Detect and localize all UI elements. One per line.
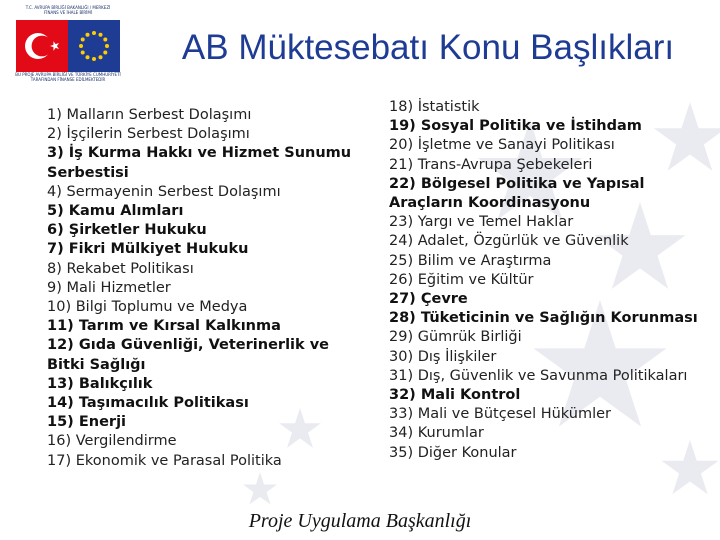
chapter-item: 34) Kurumlar — [389, 425, 484, 442]
chapter-item: 23) Yargı ve Temel Haklar — [389, 214, 574, 231]
chapter-item: 19) Sosyal Politika ve İstihdam — [389, 118, 642, 135]
chapter-item: 21) Trans-Avrupa Şebekeleri — [389, 156, 593, 173]
chapter-list-left — [47, 106, 367, 471]
chapter-item: 26) Eğitim ve Kültür — [389, 271, 534, 288]
chapter-item: 10) Bilgi Toplumu ve Medya — [47, 299, 248, 316]
chapter-item: 14) Taşımacılık Politikası — [47, 395, 249, 412]
chapter-item: 2) İşçilerin Serbest Dolaşımı — [47, 126, 250, 143]
logo-bottom-text: BU PROJE AVRUPA BİRLİĞİ VE TÜRKİYE CUMHURİYETİ TARAFINDAN FİNANSE EDİLMEKTEDİR — [15, 72, 121, 82]
eu-flag-field — [68, 20, 120, 72]
chapter-item: 18) İstatistik — [389, 99, 480, 115]
chapter-item: 32) Mali Kontrol — [389, 387, 521, 404]
footer-organization: Proje Uygulama Başkanlığı — [248, 510, 472, 532]
chapter-item: 4) Sermayenin Serbest Dolaşımı — [47, 183, 281, 200]
chapter-item: 33) Mali ve Bütçesel Hükümler — [389, 406, 611, 423]
chapter-item: 11) Tarım ve Kırsal Kalkınma — [47, 318, 281, 335]
chapter-item: 30) Dış İlişkiler — [389, 348, 497, 365]
chapter-item: 17) Ekonomik ve Parasal Politika — [47, 452, 282, 469]
crescent-inner — [32, 36, 53, 57]
page-title: AB Müktesebatı Konu Başlıkları — [181, 28, 675, 67]
chapter-item: 22) Bölgesel Politika ve Yapısal Araçların Koordinasyonu — [389, 175, 645, 212]
chapter-item: 28) Tüketicinin ve Sağlığın Korunması — [389, 310, 698, 327]
chapter-item: 24) Adalet, Özgürlük ve Güvenlik — [389, 233, 629, 250]
chapter-item: 27) Çevre — [389, 291, 468, 308]
logo-top-text: T.C. AVRUPA BİRLİĞİ BAKANLIĞI / MERKEZİ FİNANS VE İHALE BİRİMİ — [25, 5, 111, 15]
chapter-item: 15) Enerji — [47, 414, 127, 431]
chapter-item: 9) Mali Hizmetler — [47, 279, 171, 296]
chapter-item: 20) İşletme ve Sanayi Politikası — [389, 137, 615, 154]
turkey-eu-flag-logo-icon — [16, 20, 120, 72]
chapter-list-right — [389, 98, 709, 463]
chapter-item: 6) Şirketler Hukuku — [47, 222, 207, 239]
chapter-item: 7) Fikri Mülkiyet Hukuku — [47, 241, 249, 258]
project-logo — [8, 6, 126, 88]
chapter-item: 8) Rekabet Politikası — [47, 260, 194, 277]
chapter-item: 12) Gıda Güvenliği, Veterinerlik ve Bitki Sağlığı — [47, 337, 329, 373]
chapter-item: 1) Malların Serbest Dolaşımı — [47, 107, 252, 123]
chapter-item: 25) Bilim ve Araştırma — [389, 252, 552, 269]
chapter-item: 5) Kamu Alımları — [47, 203, 184, 220]
chapter-item: 35) Diğer Konular — [389, 444, 517, 461]
chapter-item: 13) Balıkçılık — [47, 375, 153, 392]
chapter-item: 31) Dış, Güvenlik ve Savunma Politikaları — [389, 367, 688, 384]
chapter-item: 29) Gümrük Birliği — [389, 329, 522, 346]
chapter-item: 16) Vergilendirme — [47, 433, 177, 450]
chapter-item: 3) İş Kurma Hakkı ve Hizmet Sunumu Serbestisi — [47, 145, 352, 181]
